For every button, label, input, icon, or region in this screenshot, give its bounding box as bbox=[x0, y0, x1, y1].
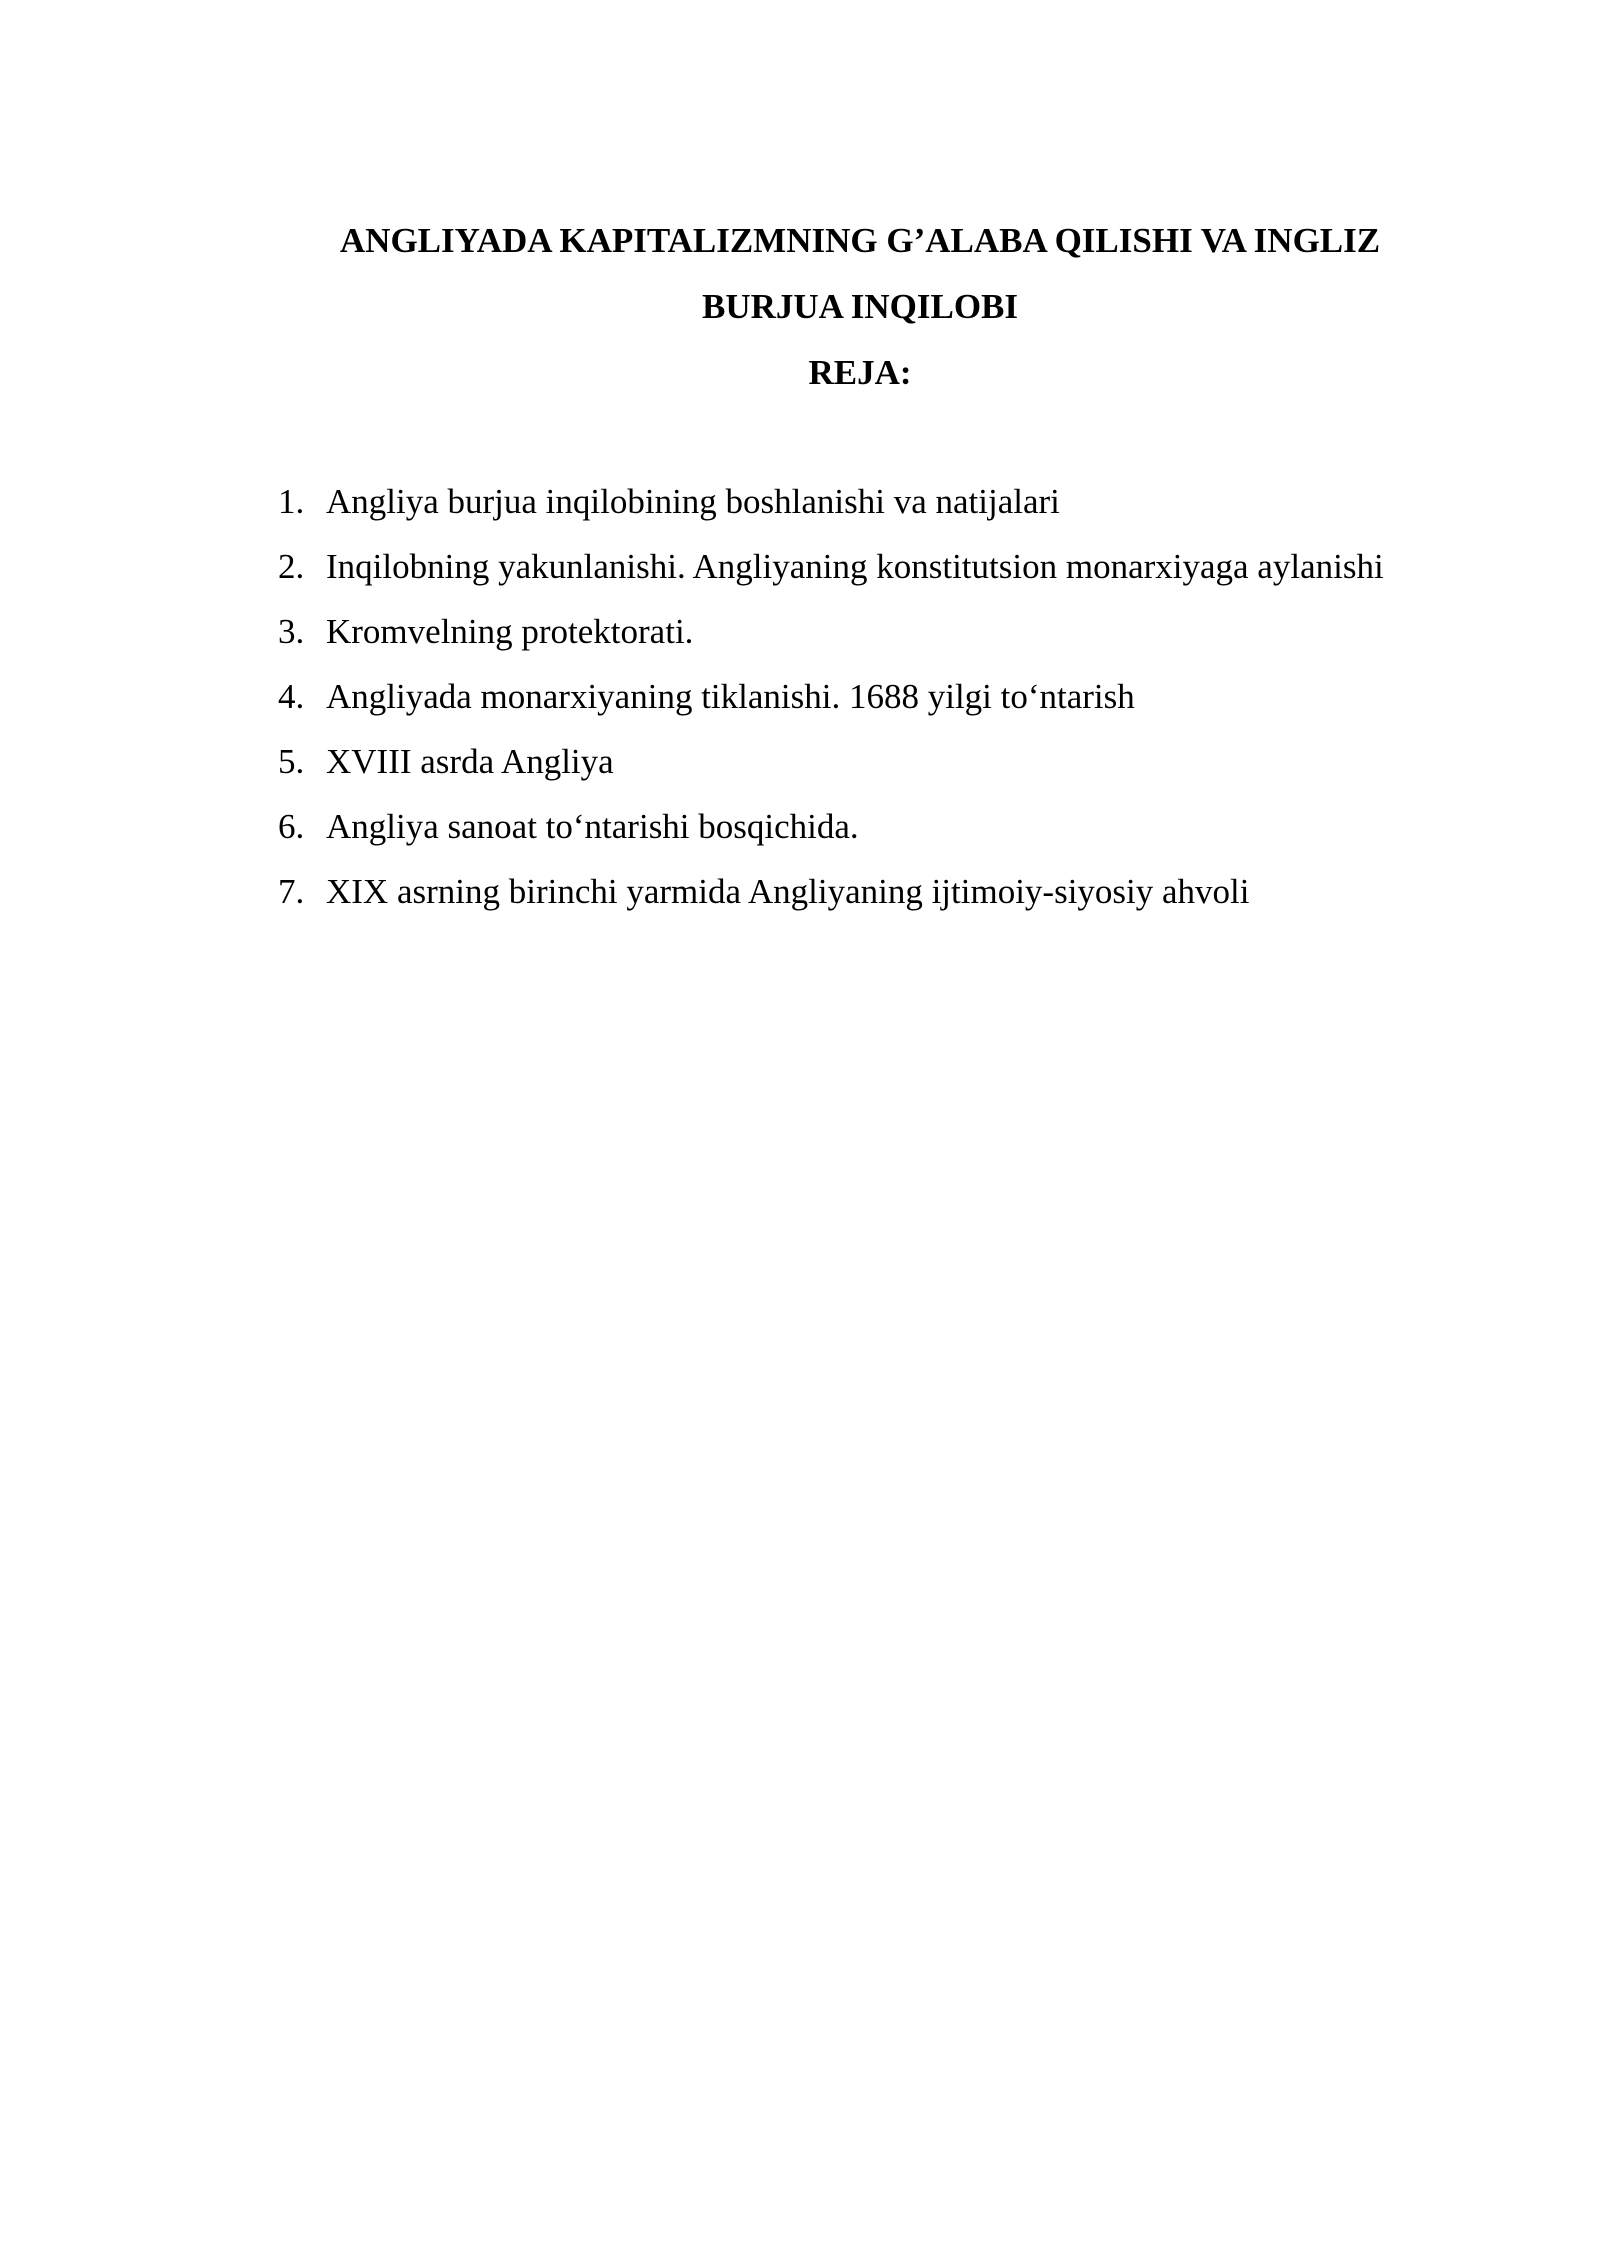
plan-item bbox=[270, 469, 1570, 534]
plan-item bbox=[270, 664, 1570, 729]
plan-item bbox=[270, 794, 1570, 859]
plan-item-number: 5. bbox=[278, 742, 305, 781]
plan-item-number: 7. bbox=[278, 872, 305, 911]
plan-list bbox=[270, 469, 1570, 924]
document-title-line-2: BURJUA INQILOBI bbox=[701, 287, 1019, 326]
plan-item-number: 4. bbox=[278, 677, 305, 716]
plan-item-text: Angliyada monarxiyaning tiklanishi. 1688 yilgi to‘ntarish bbox=[326, 677, 1135, 716]
plan-item bbox=[270, 534, 1570, 599]
plan-heading: REJA: bbox=[808, 353, 912, 392]
plan-item-number: 6. bbox=[278, 807, 305, 846]
plan-item-text: Angliya sanoat to‘ntarishi bosqichida. bbox=[326, 807, 859, 846]
plan-item-text: XIX asrning birinchi yarmida Angliyaning ijtimoiy-siyosiy ahvoli bbox=[326, 872, 1250, 911]
plan-item-text: Kromvelning protektorati. bbox=[326, 612, 694, 651]
plan-item-text: XVIII asrda Angliya bbox=[326, 742, 614, 781]
plan-item bbox=[270, 859, 1570, 924]
plan-item bbox=[270, 729, 1570, 794]
plan-item bbox=[270, 599, 1570, 664]
document-title-line-1: ANGLIYADA KAPITALIZMNING G’ALABA QILISHI VA INGLIZ bbox=[339, 221, 1381, 260]
plan-item-number: 1. bbox=[278, 482, 305, 521]
plan-item-number: 2. bbox=[278, 547, 305, 586]
plan-item-number: 3. bbox=[278, 612, 305, 651]
document-title-block bbox=[240, 208, 1480, 406]
plan-item-text: Angliya burjua inqilobining boshlanishi va natijalari bbox=[326, 482, 1060, 521]
plan-item-text: Inqilobning yakunlanishi. Angliyaning konstitutsion monarxiyaga aylanishi bbox=[326, 547, 1384, 586]
